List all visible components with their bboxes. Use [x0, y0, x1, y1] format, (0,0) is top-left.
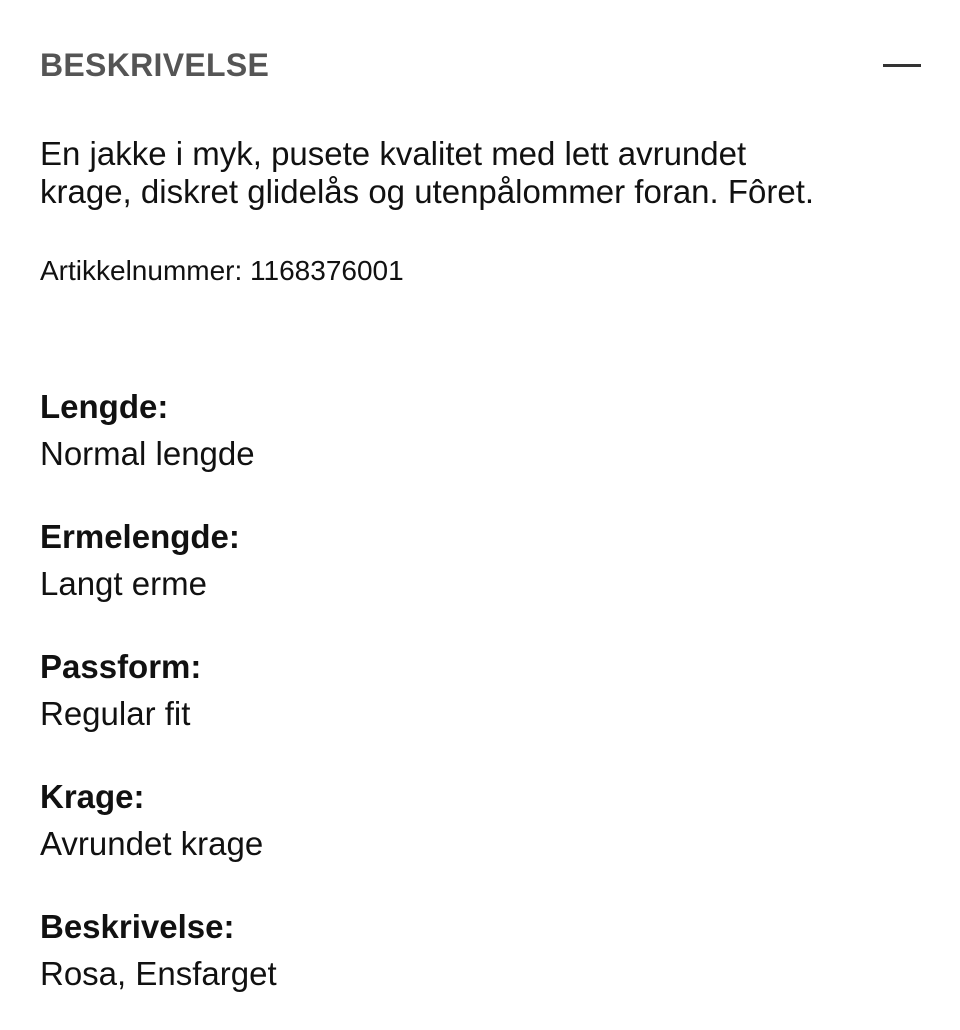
- article-number-label: Artikkelnummer:: [40, 255, 243, 286]
- attribute-label: Passform:: [40, 648, 202, 685]
- attribute-krage: [40, 776, 920, 906]
- description-accordion-header[interactable]: [40, 40, 920, 90]
- attribute-passform: [40, 646, 920, 776]
- attribute-label: Lengde:: [40, 388, 169, 425]
- article-number-value: 1168376001: [250, 255, 404, 286]
- attribute-value: Avrundet krage: [40, 825, 264, 862]
- attribute-list: [40, 386, 920, 1030]
- minus-icon[interactable]: [882, 45, 922, 85]
- description-line-2: krage, diskret glidelås og utenpålommer foran. Fôret.: [40, 173, 815, 210]
- attribute-label: Beskrivelse:: [40, 908, 235, 945]
- description-section: [40, 0, 920, 1030]
- attribute-label: Ermelengde:: [40, 518, 240, 555]
- article-number: [40, 254, 404, 288]
- section-title: BESKRIVELSE: [40, 46, 270, 83]
- attribute-value: Regular fit: [40, 695, 191, 732]
- description-line-1: En jakke i myk, pusete kvalitet med lett avrundet: [40, 135, 747, 172]
- attribute-value: Normal lengde: [40, 435, 255, 472]
- attribute-value: Langt erme: [40, 565, 207, 602]
- attribute-beskrivelse: [40, 906, 920, 1030]
- attribute-label: Krage:: [40, 778, 145, 815]
- attribute-ermelengde: [40, 516, 920, 646]
- product-description: [40, 135, 930, 211]
- attribute-lengde: [40, 386, 920, 516]
- attribute-value: Rosa, Ensfarget: [40, 955, 277, 992]
